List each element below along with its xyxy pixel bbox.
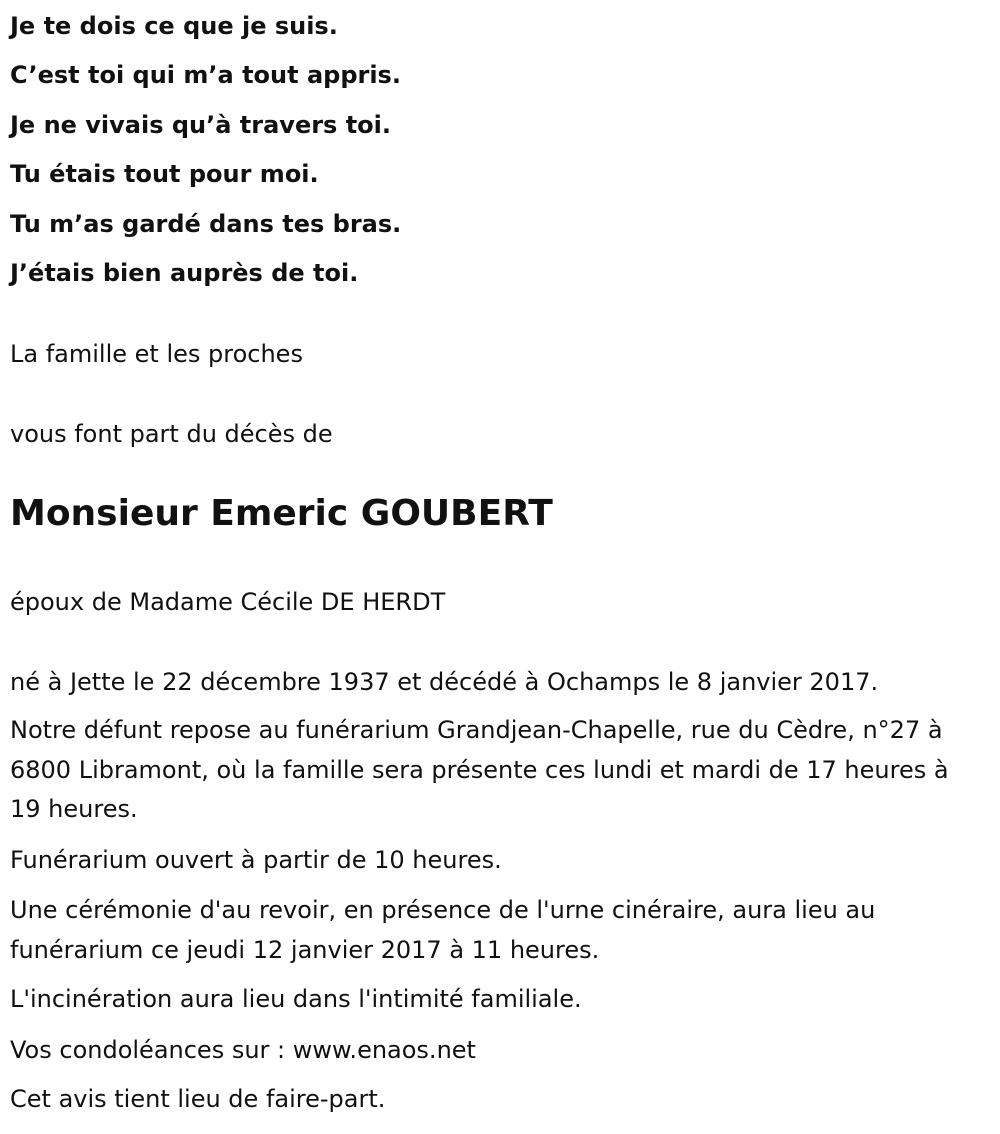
incineration-line: L'incinération aura lieu dans l'intimité familiale. [10,985,582,1013]
deceased-name: Monsieur Emeric GOUBERT [10,493,553,534]
ceremony-paragraph: Une cérémonie d'au revoir, en présence de l'urne cinéraire, aura lieu au funérarium ce jeudi 12 janvier 2017 à 11 heures. [10,896,876,964]
poem-line-1: Je te dois ce que je suis. [10,12,338,40]
poem-line-6: J’étais bien auprès de toi. [10,259,359,287]
poem-line-4: Tu étais tout pour moi. [10,160,319,188]
spouse-line: époux de Madame Cécile DE HERDT [10,588,446,616]
poem-line-3: Je ne vivais qu’à travers toi. [10,111,391,139]
notice-line: Cet avis tient lieu de faire-part. [10,1085,386,1113]
poem-line-2: C’est toi qui m’a tout appris. [10,61,401,89]
announce-line: vous font part du décès de [10,420,333,448]
opening-hours-line: Funérarium ouvert à partir de 10 heures. [10,846,502,874]
condolences-line: Vos condoléances sur : www.enaos.net [10,1036,476,1064]
poem-line-5: Tu m’as gardé dans tes bras. [10,210,402,238]
family-line: La famille et les proches [10,340,303,368]
repose-paragraph: Notre défunt repose au funérarium Grandjean-Chapelle, rue du Cèdre, n°27 à 6800 Libramont, où la famille sera présente ces lundi et mardi de 17 heures à 19 heures. [10,716,949,823]
birth-death-line: né à Jette le 22 décembre 1937 et décédé à Ochamps le 8 janvier 2017. [10,668,879,696]
